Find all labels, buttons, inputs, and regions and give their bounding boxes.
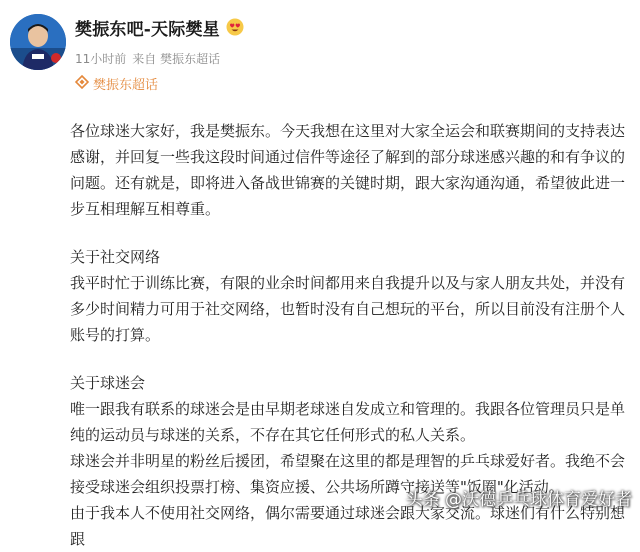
section-title-fanclub: 关于球迷会: [70, 374, 146, 392]
watermark-text: 头条 @沃德乒乓球体育爱好者: [405, 490, 632, 510]
post-time: 11小时前: [75, 52, 127, 66]
fanclub-paragraph-1: 唯一跟我有联系的球迷会是由早期老球迷自发成立和管理的。我跟各位管理员只是单纯的运动员与球迷的关系，不存在其它任何形式的私人关系。: [70, 400, 626, 444]
post-source[interactable]: 来自 樊振东超话: [132, 52, 221, 66]
section-title-social: 关于社交网络: [70, 248, 161, 266]
topic-label: 樊振东超话: [93, 78, 159, 93]
heart-eyes-emoji-icon: [226, 18, 244, 36]
supertopic-icon: [75, 75, 93, 93]
author-name[interactable]: 樊振东吧-天际樊星: [75, 19, 220, 40]
intro-paragraph: 各位球迷大家好，我是樊振东。今天我想在这里对大家全运会和联赛期间的支持表达感谢，并回复一些我这段时间通过信件等途径了解到的部分球迷感兴趣的和有争议的问题。还有就是，即将进入备战世锦赛的关键时期，跟大家沟通沟通，希望彼此进一步互相理解互相尊重。: [70, 122, 626, 218]
topic-link[interactable]: [75, 74, 158, 93]
watermark: [406, 485, 632, 510]
fanclub-paragraph-3: 由于我本人不使用社交网络，偶尔需要通过球迷会跟大家交流。球迷们有什么特别想跟: [70, 504, 626, 548]
section-body-social: 我平时忙于训练比赛，有限的业余时间都用来自我提升以及与家人朋友共处，并没有多少时间精力可用于社交网络，也暂时没有自己想玩的平台，所以目前没有注册个人账号的打算。: [70, 274, 626, 344]
author-row: [75, 14, 244, 40]
post-meta: [75, 50, 220, 67]
avatar[interactable]: [10, 14, 66, 70]
post-header: [0, 0, 640, 100]
fanclub-paragraph-2: 球迷会并非明星的粉丝后援团，希望聚在这里的都是理智的乒乓球爱好者。我绝不会接受球迷会组织投票打榜、集资应援、公共场所蹲守接送等"饭圈"化活动。: [70, 452, 626, 496]
